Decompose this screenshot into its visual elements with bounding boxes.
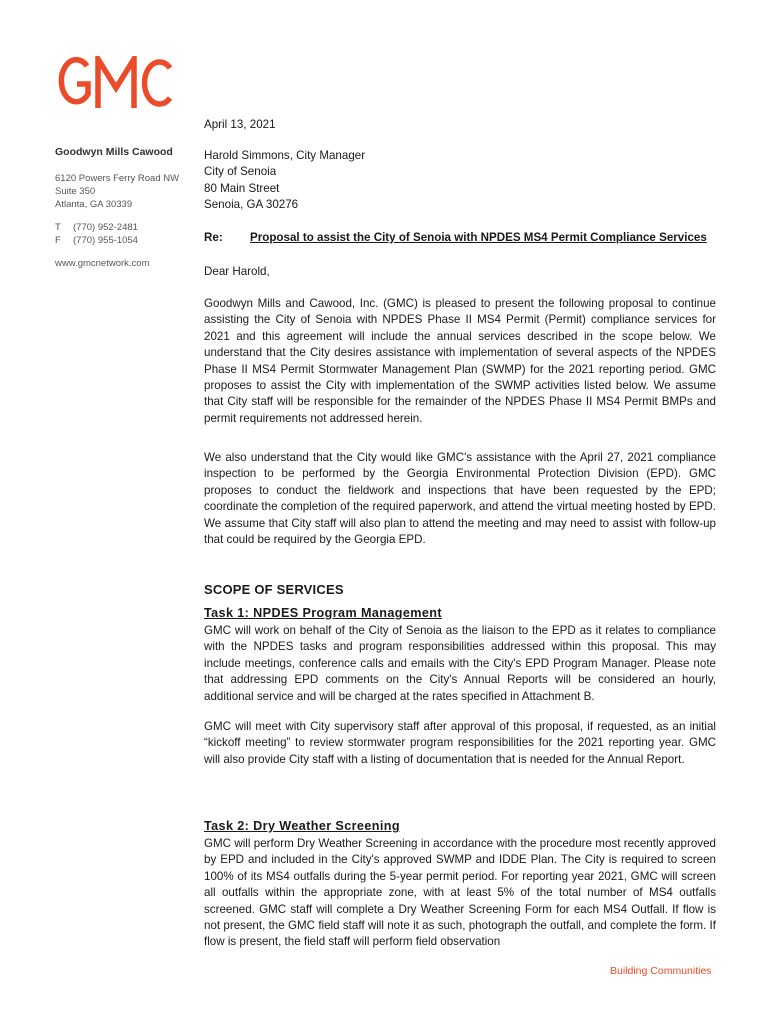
recipient-street: 80 Main Street bbox=[204, 181, 280, 195]
task2-heading: Task 2: Dry Weather Screening bbox=[204, 819, 400, 833]
recipient-organization: City of Senoia bbox=[204, 165, 277, 179]
address-line: 6120 Powers Ferry Road NW bbox=[55, 173, 180, 184]
recipient-block bbox=[204, 148, 716, 214]
address-line: Atlanta, GA 30339 bbox=[55, 199, 133, 210]
phone-row bbox=[55, 221, 190, 234]
phone-label: T bbox=[55, 222, 61, 233]
logo-letter-c bbox=[145, 62, 170, 104]
subject-label: Re: bbox=[204, 231, 223, 244]
task1-paragraph: GMC will meet with City supervisory staff after approval of this proposal, if requested, as an initial “kickoff meeting” to review stormwater program responsibilities for the 2021 reporting year. GMC will also provide City staff with a listing of documentation that is needed for the Annual Report. bbox=[204, 720, 716, 766]
company-address bbox=[55, 172, 190, 211]
sender-info bbox=[55, 146, 190, 270]
logo-letter-m bbox=[98, 59, 134, 108]
task1-paragraph: GMC will work on behalf of the City of Senoia as the liaison to the EPD as it relates to compliance with the NPDES tasks and program responsibilities addressed within this proposal. This may include meetings, conference calls and emails with the City's EPD Program Manager. Please note that addressing EPD comments on the City's Annual Reports will be considered an hourly, additional service and will be charged at the rates specified in Attachment B. bbox=[204, 624, 716, 703]
fax-number: (770) 955-1054 bbox=[73, 235, 138, 246]
letter-date: April 13, 2021 bbox=[204, 118, 276, 131]
salutation: Dear Harold, bbox=[204, 265, 270, 278]
subject-text: Proposal to assist the City of Senoia with NPDES MS4 Permit Compliance Services bbox=[250, 231, 707, 244]
task1-heading: Task 1: NPDES Program Management bbox=[204, 606, 442, 620]
subject-line bbox=[204, 231, 716, 244]
fax-label: F bbox=[55, 235, 61, 246]
footer-tagline: Building Communities bbox=[610, 965, 712, 977]
recipient-city: Senoia, GA 30276 bbox=[204, 198, 299, 212]
recipient-name: Harold Simmons, City Manager bbox=[204, 149, 366, 162]
website-link[interactable]: www.gmcnetwork.com bbox=[55, 258, 150, 269]
address-line: Suite 350 bbox=[55, 186, 96, 197]
task2-paragraph: GMC will perform Dry Weather Screening in accordance with the procedure most recently approved by EPD and included in the City's approved SWMP and IDDE Plan. The City is required to screen 100% of its MS4 outfalls during the 5-year permit period. For reporting year 2021, GMC will screen all outfalls within the appropriate zone, with at least 5% of the total number of MS4 outfalls screened. GMC staff will complete a Dry Weather Screening Form for each MS4 Outfall. If flow is not present, the GMC field staff will note it as such, photograph the outfall, and complete the form. If flow is present, the field staff will perform field observation bbox=[204, 837, 716, 949]
fax-row bbox=[55, 234, 190, 247]
company-name: Goodwyn Mills Cawood bbox=[55, 146, 173, 158]
gmc-logo bbox=[55, 56, 173, 110]
inspection-paragraph: We also understand that the City would like GMC's assistance with the April 27, 2021 compliance inspection to be performed by the Georgia Environmental Protection Division (EPD). GMC proposes to conduct the fieldwork and inspections that have been requested by the EPD; coordinate the completion of the required paperwork, and attend the virtual meeting hosted by EPD. We assume that City staff will also plan to attend the meeting and may need to assist with follow-up that could be required by the Georgia EPD. bbox=[204, 451, 716, 547]
phone-number: (770) 952-2481 bbox=[73, 222, 138, 233]
intro-paragraph: Goodwyn Mills and Cawood, Inc. (GMC) is pleased to present the following proposal to continue assisting the City of Senoia with NPDES Phase II MS4 Permit (Permit) compliance services for 2021 and this agreement will include the annual services described in the scope below. We understand that the City desires assistance with implementation of several aspects of the NPDES Phase II MS4 Permit Stormwater Management Plan (SWMP) for the 2021 reporting period. GMC proposes to assist the City with implementation of the SWMP activities listed below. We assume that City staff will be responsible for the remainder of the NPDES Phase II MS4 Permit BMPs and permit requirements not addressed herein. bbox=[204, 297, 716, 425]
scope-heading: SCOPE OF SERVICES bbox=[204, 582, 344, 597]
logo-letter-g bbox=[61, 60, 88, 102]
